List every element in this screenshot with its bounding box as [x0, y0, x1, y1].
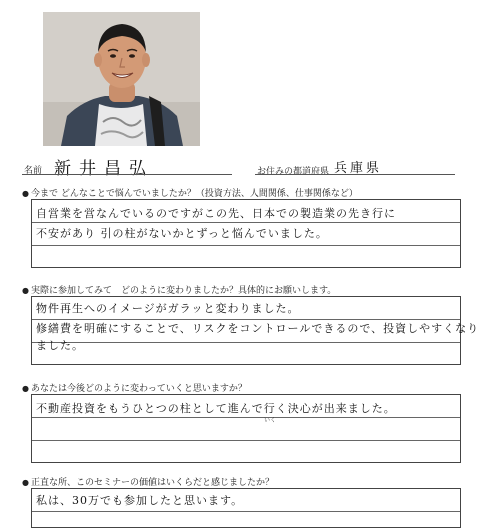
- question-3-answer-box: [31, 394, 461, 463]
- prefecture-label: お住みの都道府県: [257, 167, 330, 177]
- ruby-annotation: いく: [264, 417, 277, 424]
- bullet-icon: ●: [22, 189, 29, 198]
- bullet-icon: ●: [22, 286, 29, 295]
- answer-line: 私は、30万でも参加したと思います。: [36, 494, 244, 507]
- prefecture-value: 兵庫県: [334, 161, 383, 176]
- participant-photo: [43, 12, 200, 146]
- answer-line: ました。: [36, 339, 84, 352]
- answer-line: 物件再生へのイメージがガラッと変わりました。: [36, 302, 300, 315]
- question-2-label: ● 実際に参加してみて どのように変わりましたか？具体的にお願いします。: [22, 286, 337, 296]
- question-1-label: ● 今まで どんなことで悩んでいましたか？（投資方法、人間関係、仕事関係など）: [22, 189, 358, 199]
- ruled-line: [32, 440, 460, 441]
- bullet-icon: ●: [22, 384, 29, 393]
- name-label: 名前: [24, 166, 43, 176]
- answer-line: 不安があり 引の柱がないかとずっと悩んでいました。: [36, 227, 328, 240]
- ruled-line: [32, 245, 460, 246]
- question-3-label: ● あなたは今後どのように変わっていくと思いますか？: [22, 384, 247, 394]
- name-value: 新井昌弘: [54, 159, 154, 179]
- ruled-line: [32, 222, 460, 223]
- ruled-line: [32, 417, 460, 418]
- question-2-answer-box: [31, 296, 480, 365]
- answer-line: 自営業を営なんでいるのですがこの先、日本での製造業の先き行に: [36, 207, 396, 220]
- question-4-answer-box: [31, 488, 461, 528]
- question-1-answer-box: [31, 199, 461, 268]
- answer-line: 不動産投資をもうひとつの柱として進んで行く決心が出来ました。: [36, 402, 396, 415]
- prefecture-underline: [255, 174, 455, 175]
- name-underline: [22, 174, 232, 175]
- ruled-line: [32, 511, 460, 512]
- ruled-line: [32, 342, 460, 343]
- answer-line: 修繕費を明確にすることで、リスクをコントロールできるので、投資しやすくなり: [36, 322, 480, 335]
- question-4-label: ● 正直な所、このセミナーの価値はいくらだと感じましたか？: [22, 478, 274, 488]
- bullet-icon: ●: [22, 478, 29, 487]
